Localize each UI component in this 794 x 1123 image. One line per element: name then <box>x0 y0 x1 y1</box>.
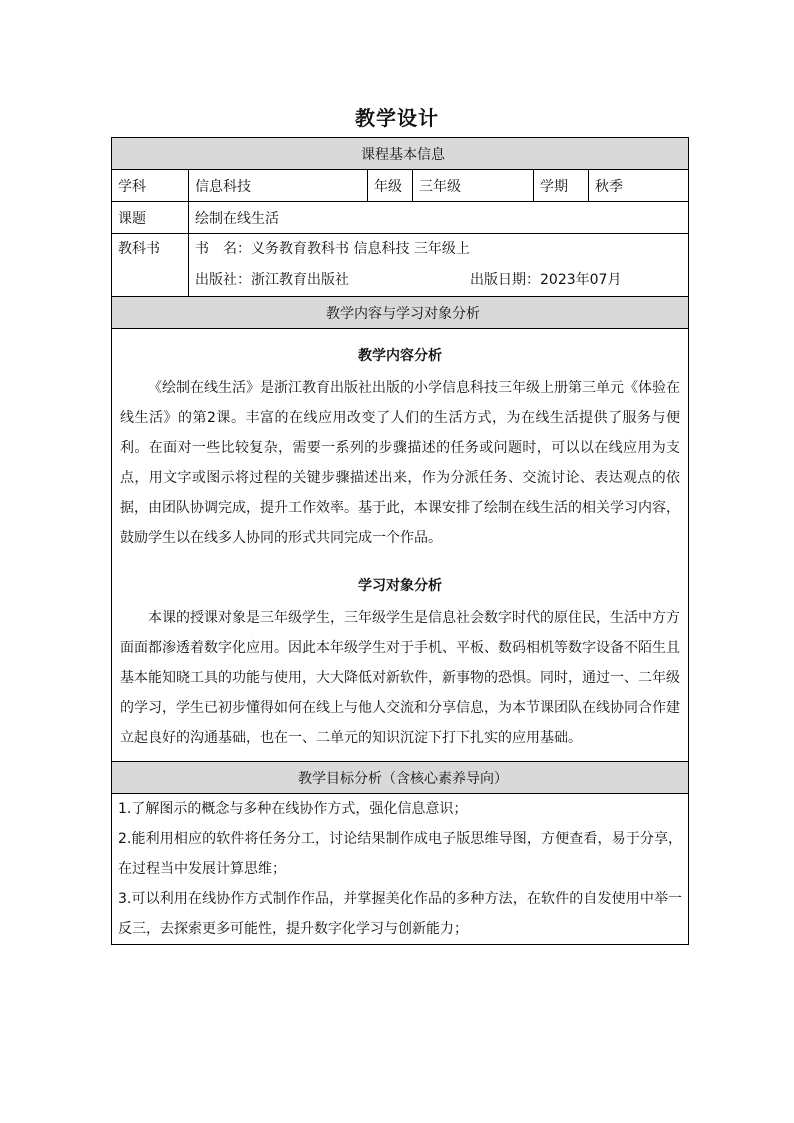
topic-value: 绘制在线生活 <box>189 202 689 234</box>
term-label: 学期 <box>534 170 589 202</box>
textbook-row <box>112 234 689 297</box>
content-analysis-title: 教学内容分析 <box>358 348 443 364</box>
grade-value: 三年级 <box>413 170 534 202</box>
lesson-table <box>111 137 689 945</box>
learner-analysis-title: 学习对象分析 <box>358 578 443 594</box>
content-analysis-text: 《绘制在线生活》是浙江教育出版社出版的小学信息科技三年级上册第三单元《体验在线生活》的第2课。丰富的在线应用改变了人们的生活方式，为在线生活提供了服务与便利。在面对一些比较复杂，需要一系列的步骤描述的任务或问题时，可以以在线应用为支点，用文字或图示将过程的关键步骤描述出来，作为分派任务、交流讨论、表达观点的依据，由团队协调完成，提升工作效率。基于此，本课安排了绘制在线生活的相关学习内容，鼓励学生以在线多人协同的形式共同完成一个作品。 <box>120 380 681 546</box>
learner-analysis-text: 本课的授课对象是三年级学生，三年级学生是信息社会数字时代的原住民，生活中方方面面都渗透着数字化应用。因此本年级学生对于手机、平板、数码相机等数字设备不陌生且基本能知晓工具的功能与使用，大大降低对新软件，新事物的恐惧。同时，通过一、二年级的学习，学生已初步懂得如何在线上与他人交流和分享信息，为本节课团队在线协同合作建立起良好的沟通基础，也在一、二单元的知识沉淀下打下扎实的应用基础。 <box>120 610 681 746</box>
document-title: 教学设计 <box>355 106 439 130</box>
goals-row <box>112 794 689 945</box>
book-name-line: 书 名：义务教育教科书 信息科技 三年级上 <box>195 241 470 257</box>
goal-item-1: 1.了解图示的概念与多种在线协作方式，强化信息意识； <box>118 801 468 817</box>
goals-header: 教学目标分析（含核心素养导向） <box>112 762 689 794</box>
textbook-label: 教科书 <box>118 241 160 257</box>
goals-header-row <box>112 762 689 794</box>
topic-label: 课题 <box>112 202 189 234</box>
analysis-content-row <box>112 329 689 762</box>
term-value: 秋季 <box>589 170 689 202</box>
publisher-line: 出版社：浙江教育出版社 <box>195 272 349 288</box>
pub-date-line: 出版日期：2023年07月 <box>470 272 622 288</box>
goals-list <box>112 794 689 945</box>
analysis-content <box>112 329 689 762</box>
subject-label: 学科 <box>112 170 189 202</box>
goal-item-3: 3.可以利用在线协作方式制作作品，并掌握美化作品的多种方法，在软件的自发使用中举一反三，去探索更多可能性，提升数字化学习与创新能力； <box>118 891 683 937</box>
goal-item-2: 2.能利用相应的软件将任务分工，讨论结果制作成电子版思维导图，方便查看，易于分享，在过程当中发展计算思维； <box>118 831 683 877</box>
publisher-info-line <box>195 265 688 296</box>
topic-row <box>112 202 689 234</box>
basic-info-header: 课程基本信息 <box>112 138 689 170</box>
basic-info-header-row <box>112 138 689 170</box>
grade-label: 年级 <box>368 170 413 202</box>
subject-value: 信息科技 <box>189 170 368 202</box>
analysis-header: 教学内容与学习对象分析 <box>112 297 689 329</box>
subject-row <box>112 170 689 202</box>
analysis-header-row <box>112 297 689 329</box>
